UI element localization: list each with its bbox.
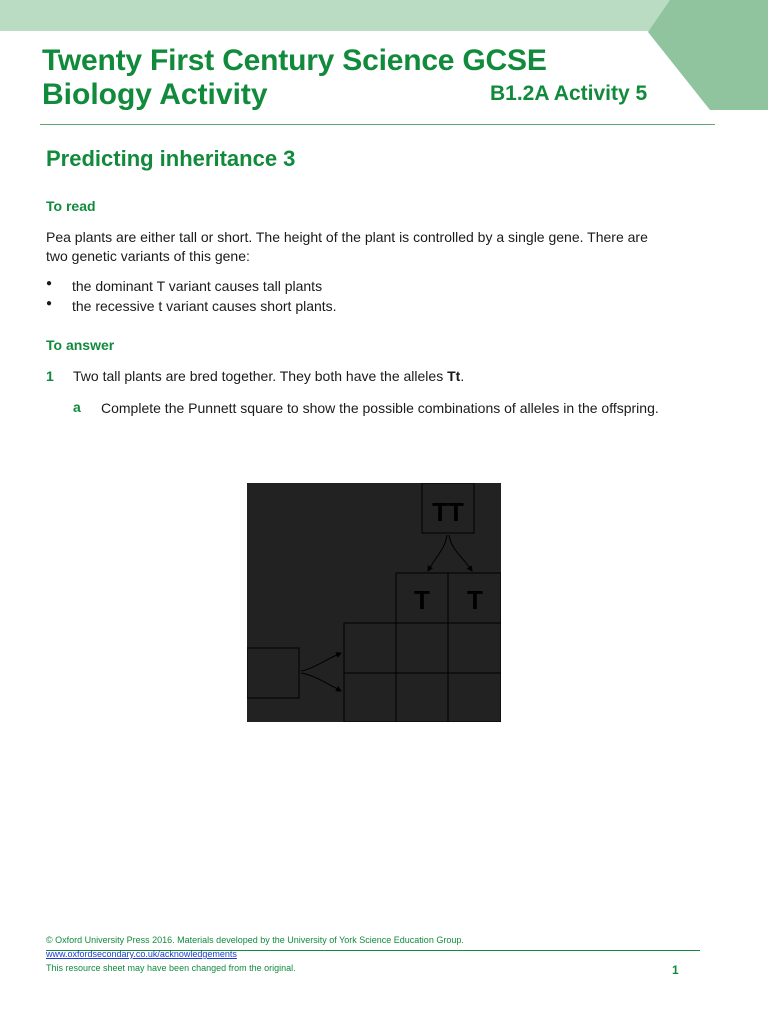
- question-alleles: Tt: [447, 368, 461, 384]
- allele-2-label: T: [467, 585, 483, 615]
- footer-note: This resource sheet may have been changed from the original.: [46, 963, 296, 973]
- footer-copyright: © Oxford University Press 2016. Materials developed by the University of York Science Education Group.: [46, 935, 464, 945]
- course-title-line1: Twenty First Century Science GCSE: [42, 44, 547, 77]
- activity-code: B1.2A Activity 5: [490, 82, 648, 105]
- to-answer-heading: To answer: [46, 337, 115, 353]
- question-number: 1: [46, 368, 54, 384]
- question-text-end: .: [460, 368, 465, 384]
- allele-1-label: T: [414, 585, 430, 615]
- bullet-text: the recessive t variant causes short plants.: [72, 298, 337, 314]
- header-divider: [40, 124, 715, 125]
- punnett-square-diagram: [247, 483, 501, 722]
- question-text-start: Two tall plants are bred together. They both have the alleles: [73, 368, 448, 384]
- parent-genotype-label: TT: [432, 497, 464, 527]
- page-number: 1: [672, 963, 679, 977]
- to-read-heading: To read: [46, 198, 96, 214]
- course-title-line2: Biology Activity: [42, 78, 268, 111]
- header-corner-shape: [648, 0, 768, 110]
- bullet-text: the dominant T variant causes tall plants: [72, 278, 323, 294]
- sub-question-letter: a: [73, 399, 81, 415]
- sub-question-text: Complete the Punnett square to show the possible combinations of alleles in the offspring.: [101, 400, 659, 416]
- question-text: [73, 368, 464, 384]
- to-read-paragraph: Pea plants are either tall or short. The height of the plant is controlled by a single gene. There are two genetic variants of this gene:: [46, 229, 648, 264]
- page-title: Predicting inheritance 3: [46, 146, 296, 171]
- bullet-icon: ●: [46, 278, 53, 289]
- bullet-icon: ●: [46, 298, 53, 309]
- acknowledgements-link[interactable]: www.oxfordsecondary.co.uk/acknowledgements: [46, 949, 237, 959]
